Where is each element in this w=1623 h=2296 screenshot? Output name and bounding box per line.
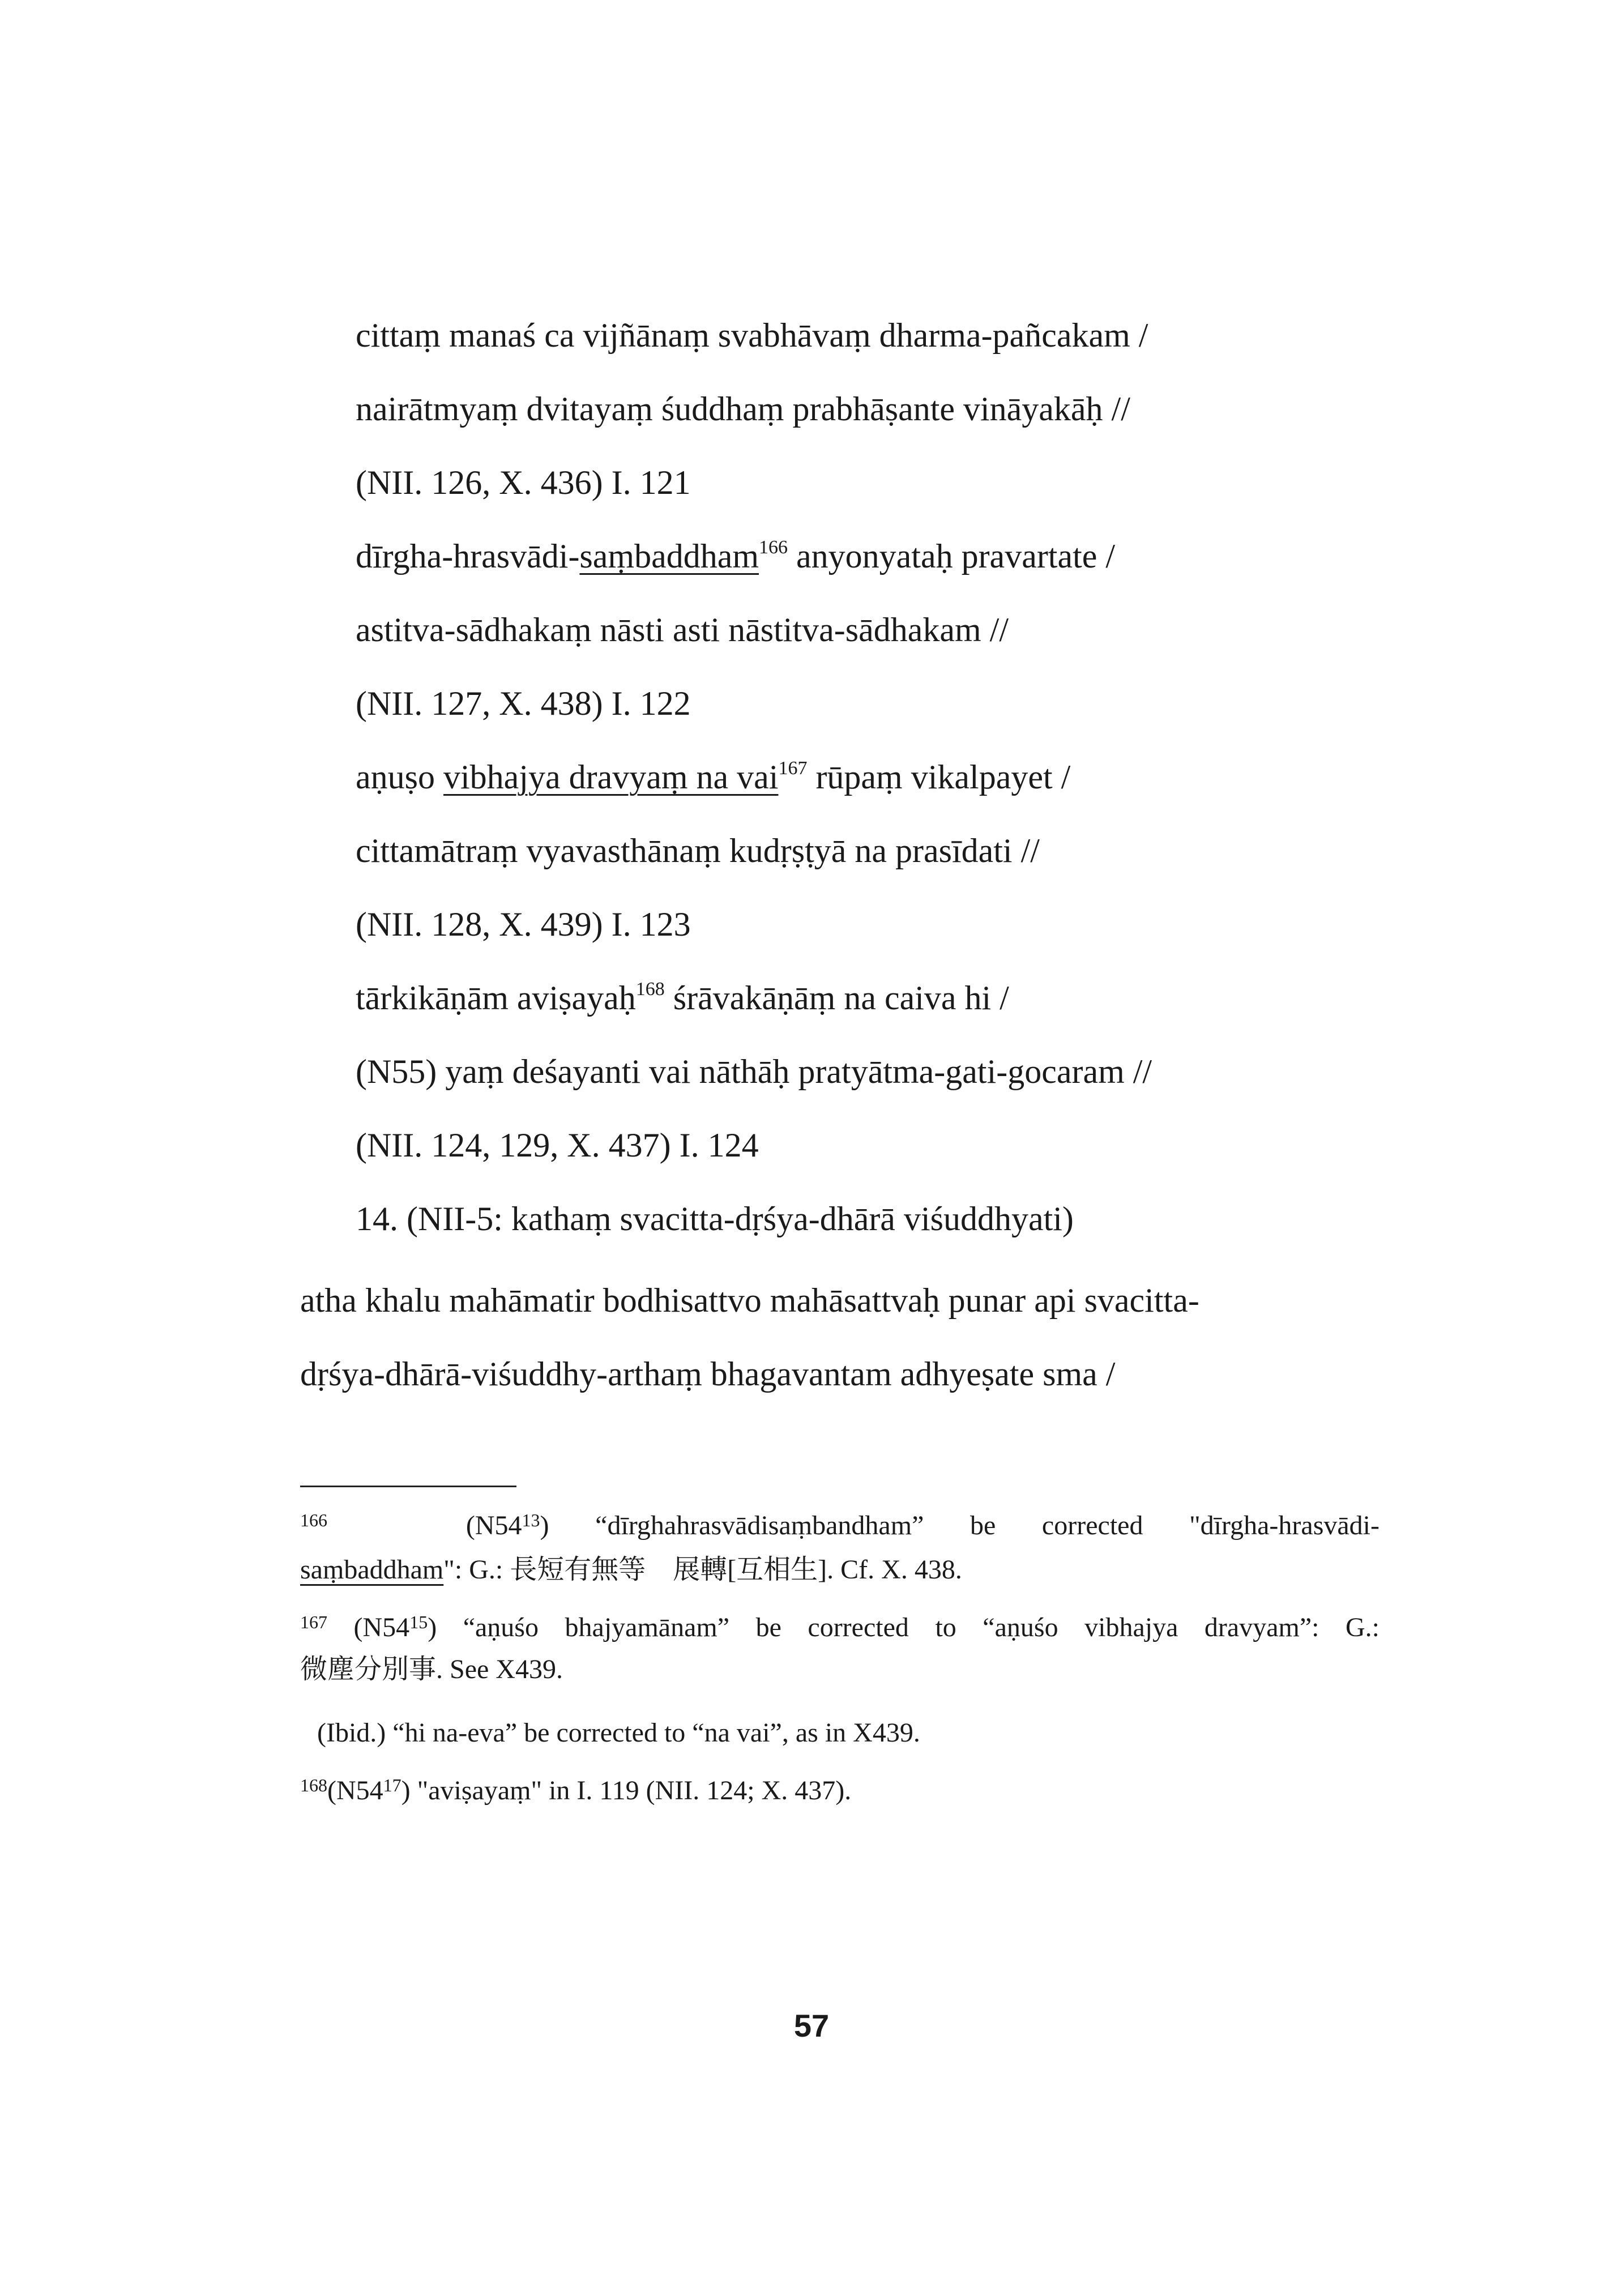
- verse-line-3: [356, 534, 1115, 579]
- footnote-166-cont: [300, 1552, 962, 1588]
- verse-text: anyonyataḥ pravartate /: [788, 537, 1116, 575]
- verse-text: dīrgha-hrasvādi-: [356, 537, 580, 575]
- verse-line-6: cittamātraṃ vyavasthānaṃ kudṛṣṭyā na prasīdati //: [356, 832, 1040, 869]
- footnote-text: ) "aviṣayaṃ" in I. 119 (NII. 124; X. 437).: [401, 1776, 852, 1806]
- footnote-167-cont: 微塵分別事. See X439.: [300, 1654, 563, 1684]
- footnote-number: 168: [300, 1775, 327, 1795]
- footnote-text: ) “aṇuśo bhajyamānam” be corrected to “aṇuśo vibhajya dravyam”: G.:: [428, 1612, 1380, 1642]
- verse-line-8: (N55) yaṃ deśayanti vai nāthāḥ pratyātma-gati-gocaram //: [356, 1053, 1152, 1090]
- verse-text: tārkikāṇām aviṣayaḥ: [356, 979, 636, 1017]
- prose-line-1: atha khalu mahāmatir bodhisattvo mahāsattvaḥ punar api svacitta-: [300, 1282, 1199, 1319]
- verse-line-1: cittaṃ manaś ca vijñānaṃ svabhāvaṃ dharma-pañcakam /: [356, 317, 1148, 354]
- footnote-source-sup: 15: [409, 1612, 428, 1632]
- footnote-ibid: (Ibid.) “hi na-eva” be corrected to “na vai”, as in X439.: [317, 1718, 920, 1748]
- page-number: 57: [793, 2008, 830, 2043]
- footnote-source: (N54: [353, 1612, 410, 1642]
- footnote-separator: [300, 1486, 516, 1487]
- prose-line-2: dṛśya-dhārā-viśuddhy-arthaṃ bhagavantam adhyeṣate sma /: [300, 1355, 1116, 1393]
- footnote-ref-167[interactable]: 167: [778, 758, 808, 779]
- footnote-source-sup: 13: [522, 1510, 540, 1530]
- footnote-text: ": G.: 長短有無等 展轉[互相生]. Cf. X. 438.: [443, 1555, 962, 1585]
- verse-reference: (NII. 124, 129, X. 437) I. 124: [356, 1126, 759, 1164]
- verse-text: rūpaṃ vikalpayet /: [807, 758, 1071, 796]
- section-heading: 14. (NII-5: kathaṃ svacitta-dṛśya-dhārā viśuddhyati): [356, 1200, 1074, 1237]
- underlined-term: vibhajya dravyaṃ na vai: [443, 758, 779, 796]
- underlined-term: saṃbaddham: [579, 537, 759, 575]
- verse-line-4: astitva-sādhakaṃ nāsti asti nāstitva-sādhakam //: [356, 611, 1009, 648]
- verse-reference: (NII. 126, X. 436) I. 121: [356, 464, 691, 501]
- footnote-ref-166[interactable]: 166: [759, 537, 788, 558]
- verse-reference: (NII. 127, X. 438) I. 122: [356, 685, 691, 722]
- verse-text: aṇuṣo: [356, 758, 443, 796]
- verse-line-7: [356, 975, 1009, 1021]
- footnote-168: [300, 1773, 851, 1811]
- verse-line-5: [356, 754, 1070, 800]
- verse-text: śrāvakāṇāṃ na caiva hi /: [664, 979, 1009, 1017]
- underlined-term: saṃbaddham: [300, 1555, 444, 1585]
- footnote-number: 166: [300, 1510, 327, 1530]
- footnote-source: (N54: [327, 1776, 383, 1806]
- footnote-167: [300, 1610, 1379, 1648]
- footnote-number: 167: [300, 1612, 327, 1632]
- footnote-source: (N54: [465, 1510, 522, 1540]
- footnote-text: ) “dīrghahrasvādisaṃbandham” be corrected "dīrgha-hrasvādi-: [540, 1510, 1380, 1540]
- footnote-166: [300, 1508, 1379, 1546]
- verse-reference: (NII. 128, X. 439) I. 123: [356, 906, 691, 943]
- footnote-source-sup: 17: [383, 1775, 402, 1795]
- verse-line-2: nairātmyaṃ dvitayaṃ śuddhaṃ prabhāṣante vināyakāḥ //: [356, 390, 1130, 428]
- footnote-ref-168[interactable]: 168: [635, 979, 665, 1000]
